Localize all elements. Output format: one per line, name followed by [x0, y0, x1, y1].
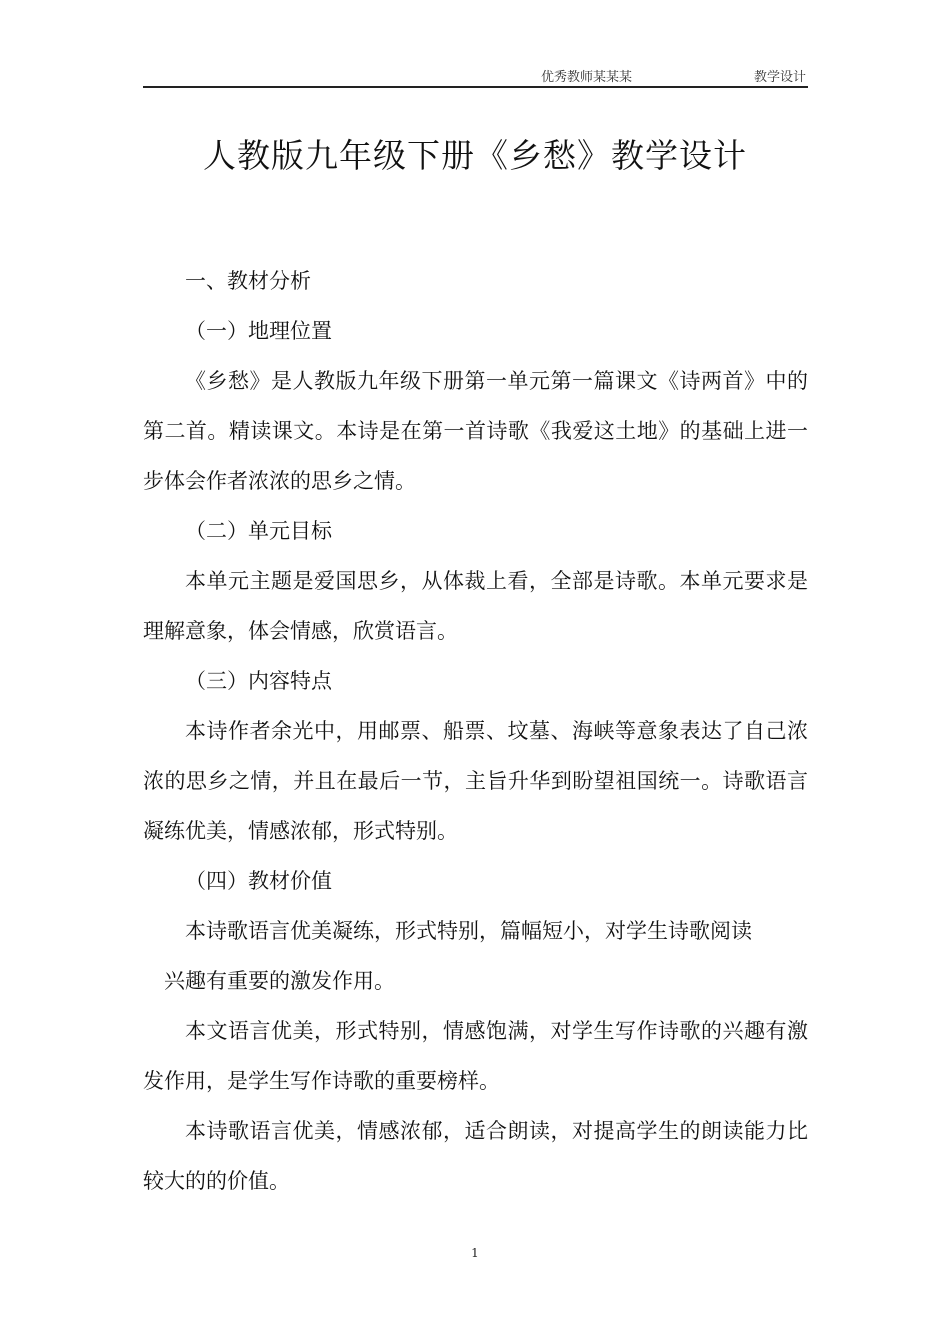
section-heading-materials-analysis: 一、教材分析 [185, 269, 311, 293]
paragraph-material-value-1-line2: 兴趣有重要的激发作用。 [164, 969, 395, 993]
paragraph-content-features: 本诗作者余光中，用邮票、船票、坟墓、海峡等意象表达了自己浓浓的思乡之情，并且在最后一节，主旨升华到盼望祖国统一。诗歌语言凝练优美，情感浓郁，形式特别。 [143, 719, 808, 843]
paragraph-unit-goals: 本单元主题是爱国思乡，从体裁上看，全部是诗歌。本单元要求是理解意象，体会情感，欣赏语言。 [143, 569, 808, 643]
subsection-heading-position: （一）地理位置 [185, 319, 332, 343]
subsection-heading-material-value: （四）教材价值 [185, 869, 332, 893]
paragraph-material-value-2: 本文语言优美，形式特别，情感饱满，对学生写作诗歌的兴趣有激发作用，是学生写作诗歌的重要榜样。 [143, 1019, 808, 1093]
document-body [143, 256, 808, 1206]
paragraph-position: 《乡愁》是人教版九年级下册第一单元第一篇课文《诗两首》中的第二首。精读课文。本诗是在第一首诗歌《我爱这土地》的基础上进一步体会作者浓浓的思乡之情。 [143, 369, 808, 493]
page-number: 1 [471, 1246, 479, 1260]
header-doc-type: 教学设计 [753, 70, 806, 85]
subsection-heading-unit-goals: （二）单元目标 [185, 519, 332, 543]
subsection-heading-content-features: （三）内容特点 [185, 669, 332, 693]
paragraph-material-value-3: 本诗歌语言优美，情感浓郁，适合朗读，对提高学生的朗读能力比较大的的价值。 [143, 1119, 808, 1193]
paragraph-material-value-1 [143, 906, 808, 1006]
page-header [143, 64, 808, 88]
document-title: 人教版九年级下册《乡愁》教学设计 [203, 136, 747, 175]
header-author: 优秀教师某某某 [541, 70, 633, 85]
paragraph-material-value-1-line1: 本诗歌语言优美凝练，形式特别，篇幅短小，对学生诗歌阅读 [185, 919, 752, 943]
